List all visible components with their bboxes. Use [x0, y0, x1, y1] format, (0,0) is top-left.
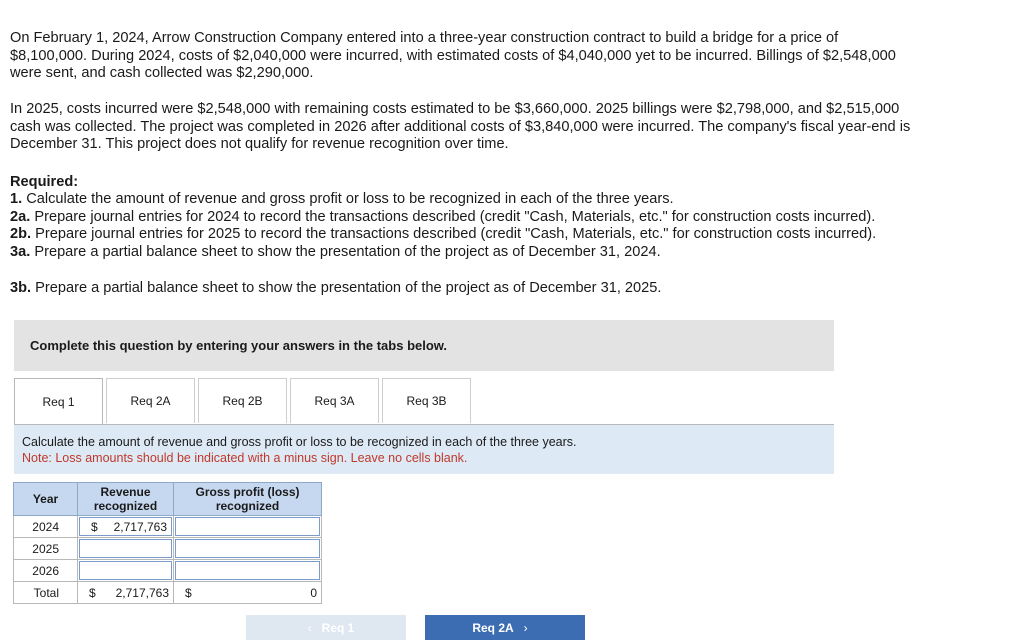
instruction-note: Note: Loss amounts should be indicated with a minus sign. Leave no cells blank.: [22, 451, 468, 465]
chevron-right-icon: ›: [523, 620, 528, 635]
tab-req-2a[interactable]: Req 2A: [106, 378, 195, 423]
requirement-2b: 2b. Prepare journal entries for 2025 to record the transactions described (credit "Cash, Materials, etc." for construction costs incurred).: [10, 226, 877, 243]
header-year: Year: [14, 483, 78, 516]
header-gross-profit: Gross profit (loss) recognized: [174, 483, 322, 516]
tab-req-3b[interactable]: Req 3B: [382, 378, 471, 423]
problem-paragraph-2: In 2025, costs incurred were $2,548,000 with remaining costs estimated to be $3,660,000. 2025 billings were $2,798,000, and $2,515,000 cash was collected. The project was completed in 2026 after additional costs of $3,840,000 were incurred. The company's fiscal year-end is December 31. This project does not qualify for revenue recognition over time.: [10, 101, 911, 153]
revenue-input-2026[interactable]: [78, 560, 174, 582]
instruction-panel: [14, 425, 834, 474]
chevron-left-icon: ‹: [307, 620, 312, 635]
row-year: 2026: [14, 560, 78, 582]
answer-table: [13, 482, 322, 604]
problem-paragraph-1: On February 1, 2024, Arrow Construction Company entered into a three-year construction contract to build a bridge for a price of $8,100,000. During 2024, costs of $2,040,000 were incurred, with estimated costs of $4,040,000 yet to be incurred. Billings of $2,548,000 were sent, and cash collected was $2,290,000.: [10, 30, 896, 82]
requirement-1: 1. Calculate the amount of revenue and gross profit or loss to be recognized in each of the three years.: [10, 191, 674, 207]
tab-req-1[interactable]: Req 1: [14, 378, 103, 425]
requirement-3a: 3a. Prepare a partial balance sheet to show the presentation of the project as of December 31, 2024.: [10, 243, 661, 260]
row-year: 2024: [14, 516, 78, 538]
requirements-list: [10, 191, 915, 298]
table-row-total: [14, 582, 322, 604]
requirement-3b: 3b. Prepare a partial balance sheet to show the presentation of the project as of December 31, 2025.: [10, 280, 662, 297]
total-gross-profit: $ 0: [174, 582, 322, 604]
header-revenue: Revenue recognized: [78, 483, 174, 516]
instruction-text: Calculate the amount of revenue and gross profit or loss to be recognized in each of the three years.: [22, 435, 577, 449]
required-heading: Required:: [10, 174, 79, 190]
revenue-input-2025[interactable]: [78, 538, 174, 560]
row-year: 2025: [14, 538, 78, 560]
requirement-2a: 2a. Prepare journal entries for 2024 to record the transactions described (credit "Cash, Materials, etc." for construction costs incurred).: [10, 208, 876, 225]
next-button-label: Req 2A: [472, 620, 514, 635]
prev-button[interactable]: [246, 615, 406, 640]
instructions-banner: Complete this question by entering your answers in the tabs below.: [14, 320, 834, 371]
tab-req-3a[interactable]: Req 3A: [290, 378, 379, 423]
gross-profit-input-2024[interactable]: [174, 516, 322, 538]
gross-profit-input-2026[interactable]: [174, 560, 322, 582]
next-button[interactable]: [425, 615, 585, 640]
table-row: [14, 538, 322, 560]
revenue-input-2024[interactable]: $ 2,717,763: [78, 516, 174, 538]
requirement-tabs: [14, 378, 474, 425]
total-revenue: $ 2,717,763: [78, 582, 174, 604]
table-row: [14, 560, 322, 582]
table-row: [14, 516, 322, 538]
prev-button-label: Req 1: [321, 620, 355, 635]
gross-profit-input-2025[interactable]: [174, 538, 322, 560]
total-label: Total: [14, 582, 78, 604]
tab-req-2b[interactable]: Req 2B: [198, 378, 287, 423]
